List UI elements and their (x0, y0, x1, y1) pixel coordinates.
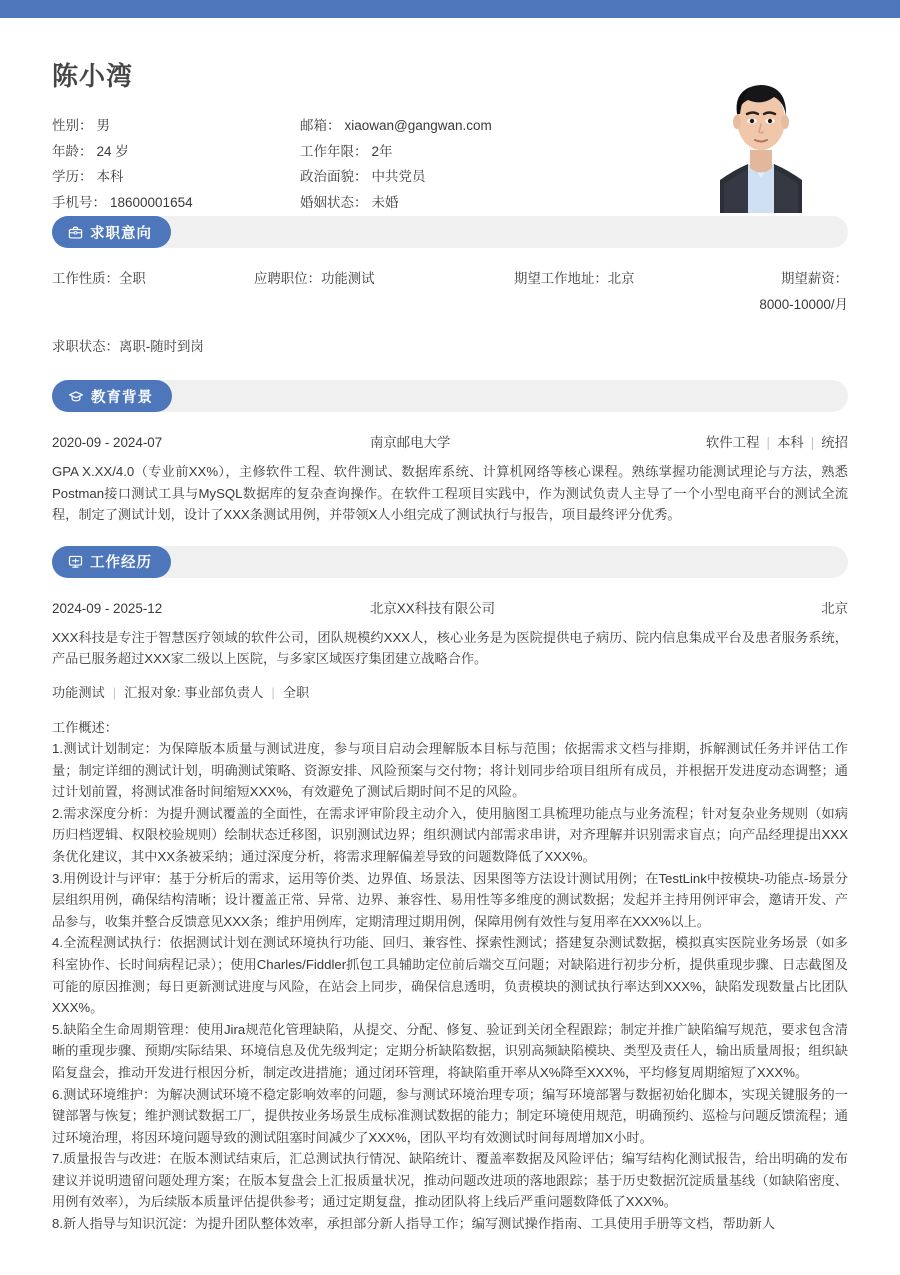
candidate-name: 陈小湾 (52, 61, 134, 91)
info-label: 政治面貌： (300, 169, 368, 184)
work-tag-job-type: 全职 (282, 684, 310, 700)
info-item-political-status (300, 164, 572, 190)
section-pill-education (52, 380, 172, 412)
work-tag-role: 功能测试 (52, 684, 105, 700)
info-item-experience-years (300, 139, 572, 165)
field-value: 8000-10000/月 (759, 297, 848, 312)
section-bar-intent (52, 216, 848, 248)
section-title-intent: 求职意向 (90, 225, 152, 242)
work-duty-item: 3.用例设计与评审：基于分析后的需求，运用等价类、边界值、场景法、因果图等方法设计测试用例；在TestLink中按模块-功能点-场景分层组织用例，确保结构清晰；设计覆盖正常、异常、边界、兼容性、易用性等多维度的测试数据；发起并主持用例评审会，邀请开发、产品参与，收集并整合反馈意见XXX条；维护用例库，定期清理过期用例，保障用例有效性与复用率在XXX%以上。 (52, 870, 848, 929)
work-duty-item: 4.全流程测试执行：依据测试计划在测试环境执行功能、回归、兼容性、探索性测试；搭建复杂测试数据，模拟真实医院业务场景（如多科室协作、长时间病程记录）；使用Charles/Fiddler抓包工具辅助定位前后端交互问题；对缺陷进行初步分析，提供重现步骤、日志截图及可能的原因推测；每日更新测试进度与风险，在站会上同步，确保信息透明，负责模块的测试执行率达到XXX%，缺陷发现数量占比团队XXX%。 (52, 935, 848, 1016)
field-value: 北京 (607, 271, 635, 286)
info-label: 婚姻状态： (300, 194, 368, 210)
work-duty-item: 2.需求深度分析：为提升测试覆盖的全面性，在需求评审阶段主动介入，使用脑图工具梳理功能点与业务流程；针对复杂业务规则（如病历归档逻辑、权限校验规则）绘制状态迁移图，识别测试边界；组织测试内部需求串讲，对齐理解并识别需求盲点；向产品经理提出XXX条优化建议，其中XX条被采纳；通过深度分析，将需求理解偏差导致的问题数降低了XXX%。 (52, 805, 848, 864)
education-degree: 本科 (776, 435, 804, 450)
field-label: 期望工作地址： (514, 271, 608, 286)
info-label: 邮箱： (300, 118, 341, 133)
work-entry-header (52, 598, 848, 617)
work-date: 2024-09 - 2025-12 (52, 600, 163, 616)
info-value: 24 岁 (96, 143, 129, 159)
work-summary-label: 工作概述： (52, 719, 118, 735)
info-value: 2年 (371, 143, 393, 159)
info-item-email (300, 113, 572, 139)
personal-info-grid (52, 113, 572, 215)
work-company-intro: XXX科技是专注于智慧医疗领域的软件公司，团队规模约XXX人，核心业务是为医院提供电子病历、院内信息集成平台及患者服务系统，产品已服务超过XXX家二级以上医院，与多家区域医疗集团建立战略合作。 (52, 629, 848, 666)
section-bar-education (52, 380, 848, 412)
info-value: 中共党员 (371, 169, 426, 184)
work-company: 北京XX科技有限公司 (370, 600, 495, 616)
intent-row-primary (52, 266, 848, 318)
field-label: 求职状态： (52, 339, 119, 354)
info-value: 本科 (96, 169, 124, 184)
tag-separator: | (112, 684, 117, 700)
education-admission-type: 统招 (821, 435, 848, 450)
field-value: 功能测试 (320, 271, 375, 286)
intent-salary (757, 266, 848, 318)
education-date: 2020-09 - 2024-07 (52, 435, 163, 450)
top-banner (0, 0, 900, 18)
education-description: GPA X.XX/4.0（专业前XX%），主修软件工程、软件测试、数据库系统、计算机网络等核心课程。熟练掌握功能测试理论与方法，熟悉Postman接口测试工具与MySQL数据库的复杂查询操作。在软件工程项目实践中，作为测试负责人主导了一个小型电商平台的测试全流程，制定了测试计划，设计了XXX条测试用例，并带领X人小组完成了测试执行与报告，项目最终评分优秀。 (52, 464, 848, 522)
tag-separator: | (271, 684, 275, 700)
info-value: 未婚 (371, 194, 399, 210)
field-value: 离职-随时到岗 (118, 339, 204, 354)
graduation-cap-icon (68, 389, 84, 404)
intent-job-type (52, 266, 254, 318)
section-title-work: 工作经历 (90, 555, 152, 571)
field-value: 全职 (118, 271, 146, 286)
meta-separator: | (810, 435, 815, 450)
info-item-gender (52, 113, 300, 139)
section-pill-intent (52, 216, 171, 248)
field-label: 期望薪资： (781, 271, 848, 286)
work-duty-item: 7.质量报告与改进：在版本测试结束后，汇总测试执行情况、缺陷统计、覆盖率数据及风险评估；编写结构化测试报告，给出明确的发布建议并说明遗留问题处理方案；在版本复盘会上汇报质量状况，推动问题改进项的落地跟踪；基于历史数据沉淀质量基线（如缺陷密度、用例有效率），为后续版本质量评估提供参考；通过定期复盘，推动团队将上线后严重问题数降低了XXX%。 (52, 1151, 848, 1210)
briefcase-icon (68, 225, 83, 240)
info-value: xiaowan@gangwan.com (344, 118, 492, 133)
info-value: 18600001654 (110, 194, 193, 210)
work-duty-item: 6.测试环境维护：为解决测试环境不稳定影响效率的问题，参与测试环境治理专项；编写环境部署与数据初始化脚本，实现关键服务的一键部署与恢复；维护测试数据工厂，提供按业务场景生成标准测试数据的能力；制定环境使用规范，明确预约、巡检与问题反馈流程；通过环境治理，将因环境问题导致的测试阻塞时间减少了XXX%，团队平均有效测试时间每周增加X小时。 (52, 1086, 848, 1145)
monitor-icon (68, 554, 83, 569)
info-item-age (52, 139, 300, 165)
education-major: 软件工程 (705, 435, 760, 450)
info-item-marital-status (300, 190, 572, 216)
meta-separator: | (766, 435, 770, 450)
info-item-degree (52, 164, 300, 190)
info-label: 性别： (52, 118, 93, 133)
work-tags (52, 682, 848, 701)
info-label: 学历： (52, 169, 93, 184)
work-duty-item: 8.新人指导与知识沉淀：为提升团队整体效率，承担部分新人指导工作；编写测试操作指南、工具使用手册等文档，帮助新人 (52, 1216, 776, 1232)
section-title-education: 教育背景 (91, 389, 153, 406)
info-label: 年龄： (52, 143, 93, 159)
intent-row-secondary (52, 334, 848, 360)
intent-status (52, 334, 254, 360)
info-label: 手机号： (52, 194, 106, 210)
work-location: 北京 (821, 600, 848, 616)
info-label: 工作年限： (300, 143, 368, 159)
work-duty-item: 5.缺陷全生命周期管理：使用Jira规范化管理缺陷，从提交、分配、修复、验证到关闭全程跟踪；制定并推广缺陷编写规范，要求包含清晰的重现步骤、预期/实际结果、环境信息及优先级判定；定期分析缺陷数据，识别高频缺陷模块、类型及责任人，输出质量周报；组织缺陷复盘会，推动开发进行根因分析，制定改进措施；通过闭环管理，将缺陷重开率从X%降至XXX%，平均修复周期缩短了XXX%。 (52, 1021, 848, 1080)
section-pill-work (52, 546, 171, 578)
info-value: 男 (96, 118, 110, 133)
intent-position (254, 266, 514, 318)
section-bar-work (52, 546, 848, 578)
field-label: 工作性质： (52, 271, 119, 286)
education-school: 南京邮电大学 (370, 435, 451, 450)
candidate-photo (700, 58, 822, 213)
work-duty-item: 1.测试计划制定：为保障版本质量与测试进度，参与项目启动会理解版本目标与范围；依据需求文档与排期，拆解测试任务并评估工作量；制定详细的测试计划，明确测试策略、资源安排、风险预案与交付物；将计划同步给项目组所有成员，并根据开发进度动态调整；通过计划前置，将测试准备时间缩短XXX%，有效避免了测试后期时间不足的风险。 (52, 741, 848, 800)
education-meta (706, 432, 848, 451)
info-item-phone (52, 190, 300, 216)
intent-body (52, 266, 848, 360)
field-label: 应聘职位： (254, 271, 321, 286)
education-entry-header (52, 432, 848, 451)
resume-header (52, 18, 848, 210)
resume-content (0, 18, 900, 1235)
intent-location (514, 266, 757, 318)
work-tag-report-to: 汇报对象: 事业部负责人 (124, 684, 264, 700)
